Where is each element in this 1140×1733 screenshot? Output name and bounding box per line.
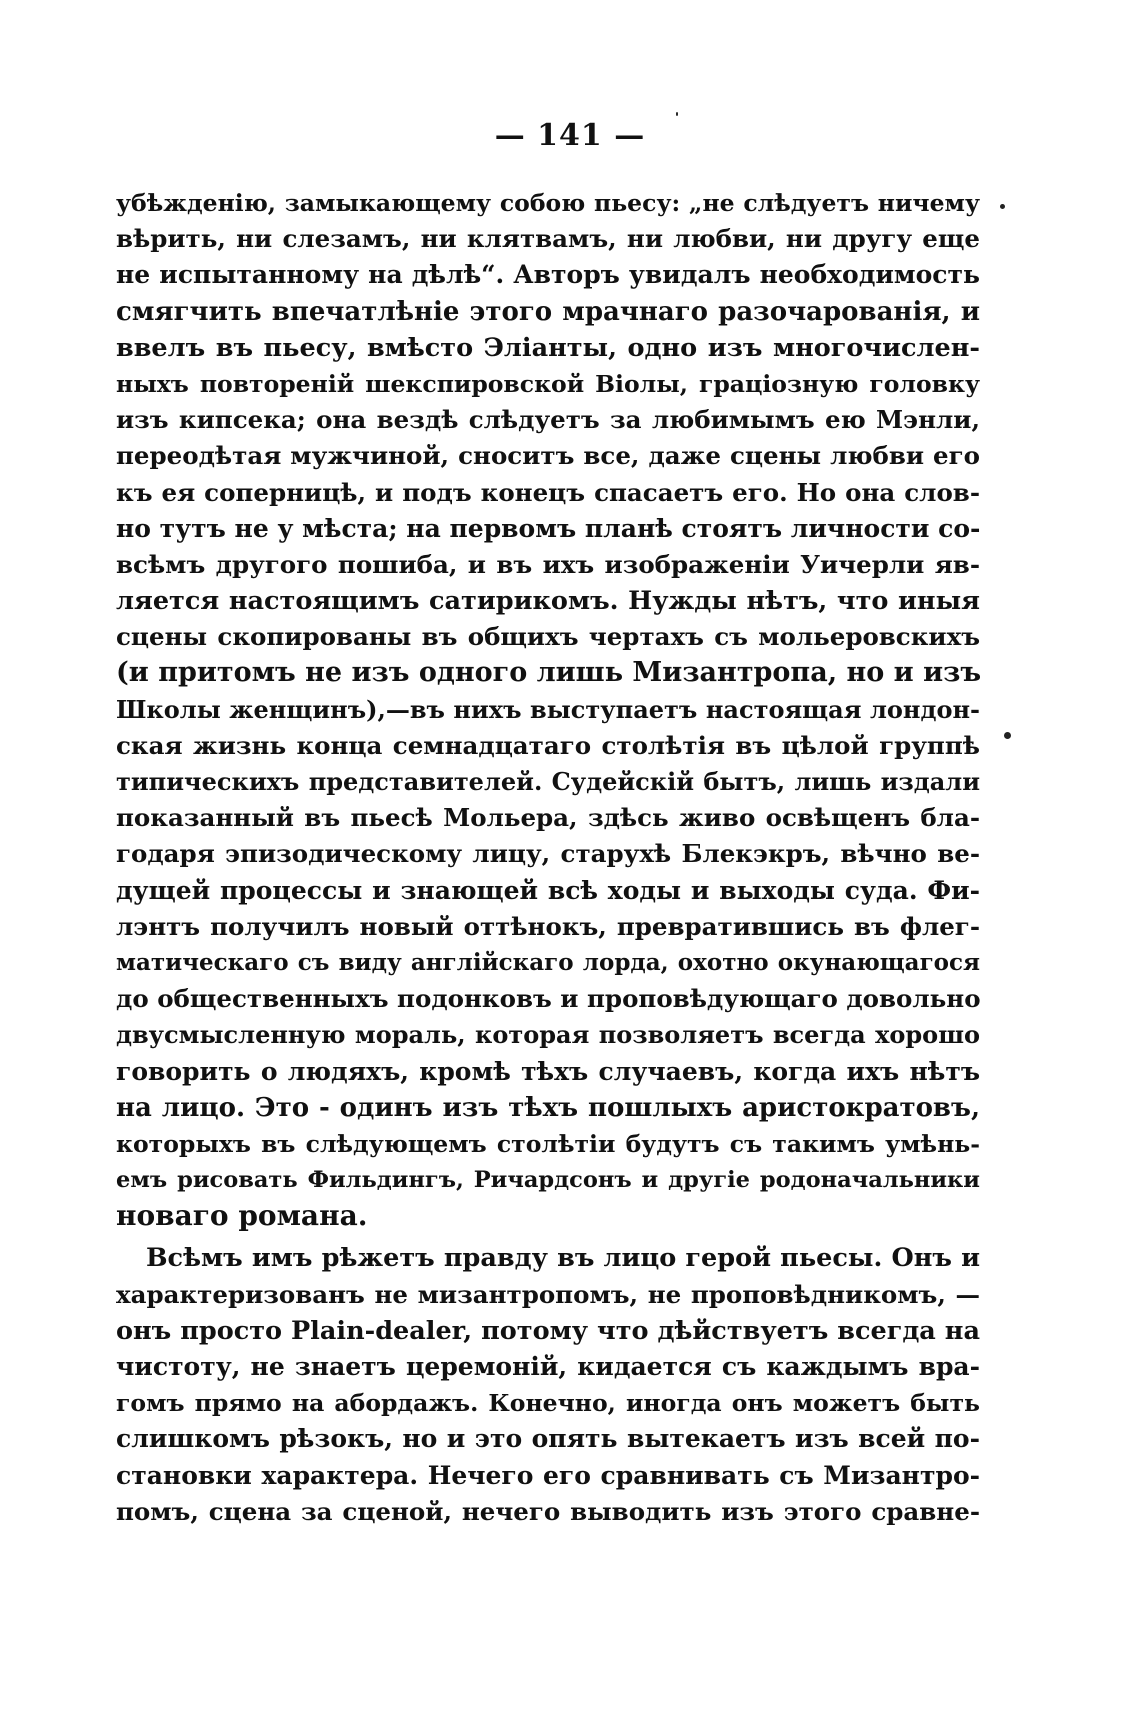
text-line: ляется настоящимъ сатирикомъ. Нужды нѣтъ, что иныя xyxy=(116,586,980,617)
text-line: помъ, сцена за сценой, нечего выводить изъ этого сравне- xyxy=(116,1496,980,1526)
text-line: не испытанному на дѣлѣ“. Авторъ увидалъ необходимость xyxy=(116,260,980,290)
page-text xyxy=(116,185,980,1530)
text-line: (и притомъ не изъ одного лишь Мизантропа, но и изъ xyxy=(116,657,982,689)
text-line: становки характера. Нечего его сравнивать съ Мизантро- xyxy=(116,1460,980,1490)
text-line: дущей процессы и знающей всѣ ходы и выходы суда. Фи- xyxy=(116,875,980,905)
text-line: типическихъ представителей. Судейскій бытъ, лишь издали xyxy=(116,767,980,796)
text-line: характеризованъ не мизантропомъ, не проповѣдникомъ, — xyxy=(116,1279,980,1309)
text-line: смягчить впечатлѣніе этого мрачнаго разочарованія, и xyxy=(116,296,980,327)
text-line: сцены скопированы въ общихъ чертахъ съ мольеровскихъ xyxy=(116,622,980,652)
page-number: — 141 — xyxy=(494,118,646,153)
text-line: двусмысленную мораль, которая позволяетъ всегда хорошо xyxy=(116,1020,980,1050)
ink-speck xyxy=(1000,204,1005,209)
text-line: на лицо. Это - одинъ изъ тѣхъ пошлыхъ аристократовъ, xyxy=(116,1092,980,1123)
text-line: всѣмъ другого пошиба, и въ ихъ изображеніи Уичерли яв- xyxy=(116,549,980,579)
text-line: къ ея соперницѣ, и подъ конецъ спасаетъ его. Но она слов- xyxy=(116,477,980,507)
paragraph-1 xyxy=(116,185,980,1234)
text-line: новаго романа. xyxy=(116,1199,368,1233)
text-line: переодѣтая мужчиной, сноситъ все, даже сцены любви его xyxy=(116,441,980,471)
text-line: убѣжденію, замыкающему собою пьесу: „не слѣдуетъ ничему xyxy=(116,189,980,217)
text-line: изъ кипсека; она вездѣ слѣдуетъ за любимымъ ею Мэнли, xyxy=(116,405,980,435)
text-line: слишкомъ рѣзокъ, но и это опять вытекаетъ изъ всей по- xyxy=(116,1424,980,1454)
text-line: ввелъ въ пьесу, вмѣсто Эліанты, одно изъ многочислен- xyxy=(116,332,980,363)
text-line: но тутъ не у мѣста; на первомъ планѣ стоятъ личности со- xyxy=(116,513,981,543)
text-line: вѣрить, ни слезамъ, ни клятвамъ, ни любви, ни другу еще xyxy=(116,224,980,254)
text-line: ская жизнь конца семнадцатаго столѣтія въ цѣлой группѣ xyxy=(116,730,980,760)
text-line: Всѣмъ имъ рѣжетъ правду въ лицо герой пьесы. Онъ и xyxy=(146,1243,980,1274)
text-line: емъ рисовать Фильдингъ, Ричардсонъ и другіе родоначальники xyxy=(116,1167,980,1194)
text-line: до общественныхъ подонковъ и проповѣдующаго довольно xyxy=(116,984,981,1014)
text-line: лэнтъ получилъ новый оттѣнокъ, превратившись въ флег- xyxy=(116,911,980,941)
text-line: которыхъ въ слѣдующемъ столѣтіи будутъ съ такимъ умѣнь- xyxy=(116,1129,980,1158)
text-line: говорить о людяхъ, кромѣ тѣхъ случаевъ, когда ихъ нѣтъ xyxy=(116,1056,980,1086)
text-line: годаря эпизодическому лицу, старухѣ Блекэкръ, вѣчно ве- xyxy=(116,839,980,869)
text-line: матическаго съ виду англійскаго лорда, охотно окунающагося xyxy=(116,948,980,976)
ink-speck xyxy=(676,112,678,116)
text-line: ныхъ повтореній шекспировской Віолы, граціозную головку xyxy=(116,369,980,398)
text-line: Школы женщинъ),—въ нихъ выступаетъ настоящая лондон- xyxy=(116,694,980,724)
text-line: онъ просто Plain-dealer, потому что дѣйствуетъ всегда на xyxy=(116,1315,980,1346)
text-line: гомъ прямо на абордажъ. Конечно, иногда онъ можетъ быть xyxy=(116,1389,980,1418)
text-line: чистоту, не знаетъ церемоній, кидается съ каждымъ вра- xyxy=(116,1352,980,1381)
ink-speck xyxy=(1004,732,1011,739)
text-line: показанный въ пьесѣ Мольера, здѣсь живо освѣщенъ бла- xyxy=(116,803,980,833)
paragraph-2 xyxy=(116,1240,980,1530)
